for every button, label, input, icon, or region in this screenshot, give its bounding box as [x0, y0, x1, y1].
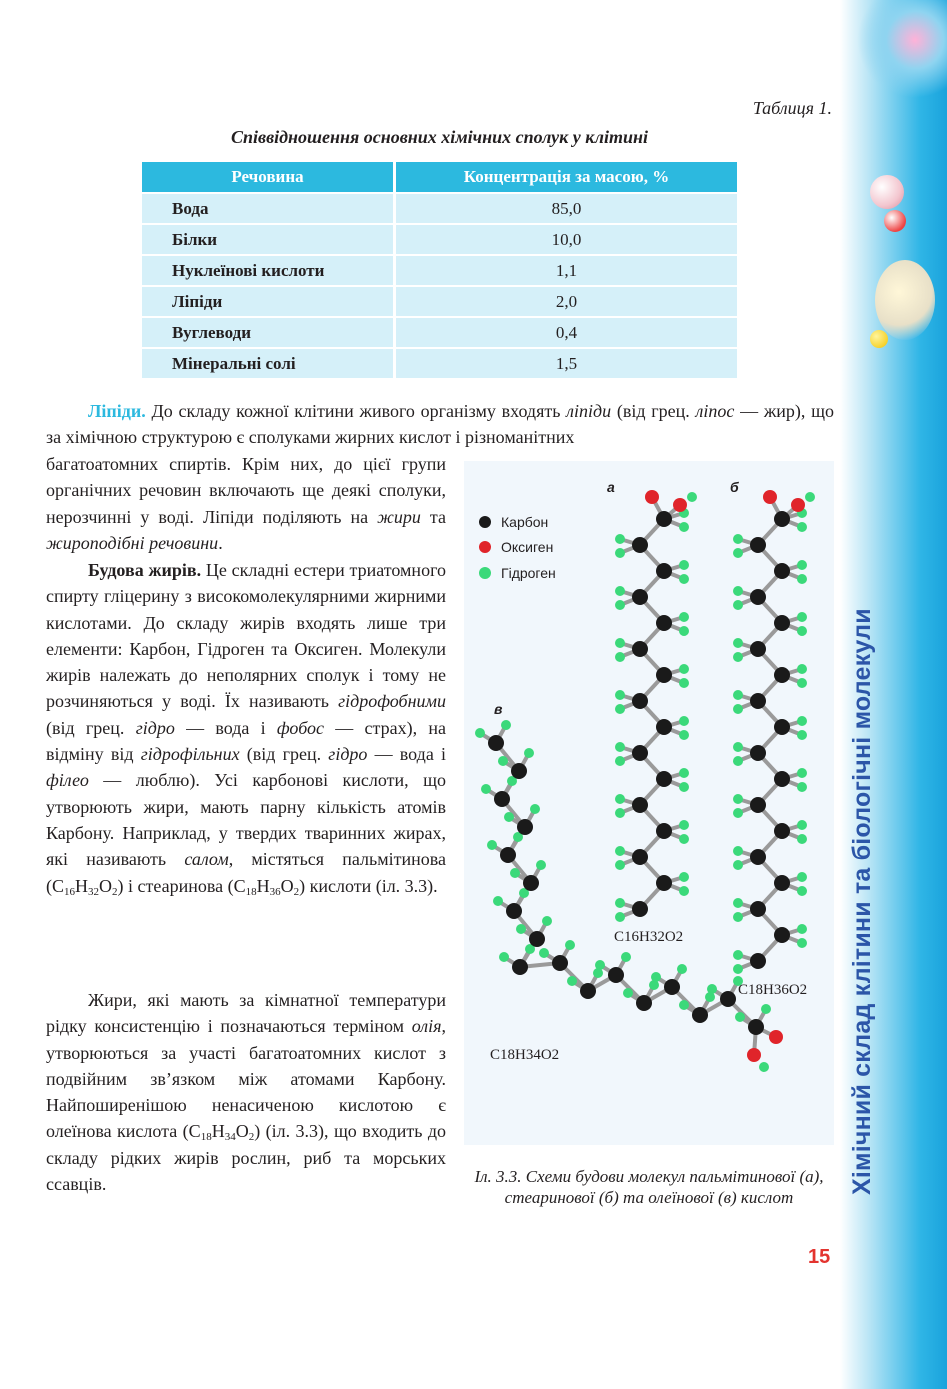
hydrogen-atom: [679, 626, 689, 636]
term-italic: жироподібні речовини: [46, 532, 219, 553]
formula: [52, 876, 118, 896]
carbon-atom: [656, 771, 672, 787]
formula-part: C: [233, 875, 246, 896]
hydrogen-atom: [797, 716, 807, 726]
formula-part: C: [52, 875, 65, 896]
carbon-atom: [656, 719, 672, 735]
carbon-atom: [774, 563, 790, 579]
carbon-atom: [632, 901, 648, 917]
table-row: [142, 194, 737, 223]
text-run: До складу кожної клітини живого організму входять: [145, 401, 567, 421]
carbon-atom: [750, 537, 766, 553]
carbon-atom: [750, 641, 766, 657]
term-italic: фобос: [276, 717, 324, 738]
formula-palmitic: C16H32O2: [614, 929, 684, 945]
hydrogen-atom: [595, 960, 605, 970]
carbon-atom: [656, 615, 672, 631]
term-italic: гідрофільних: [140, 744, 240, 765]
paragraph-oils: [46, 987, 446, 1197]
hydrogen-atom: [542, 916, 552, 926]
hydrogen-atom: [805, 492, 815, 502]
carbon-dot: [479, 516, 491, 528]
hydrogen-atom: [615, 808, 625, 818]
oxygen-atom: [673, 498, 687, 512]
concentration-cell: 10,0: [396, 225, 737, 254]
hydrogen-atom: [797, 834, 807, 844]
carbon-atom: [774, 771, 790, 787]
composition-table: [142, 160, 737, 380]
hydrogen-atom: [677, 964, 687, 974]
text-run: — жир), що за хімічною структурою є сполуками жирних кислот і різноманітних: [46, 401, 834, 448]
text-run: багатоатомних спиртів. Крім них, до цієї групи органічних речовин включають ще деякі сполуки, нерозчинні у воді. Ліпіди поділяють на: [46, 454, 446, 527]
carbon-atom: [750, 589, 766, 605]
hydrogen-atom: [733, 898, 743, 908]
hydrogen-atom: [679, 886, 689, 896]
hydrogen-atom: [498, 756, 508, 766]
carbon-atom: [632, 849, 648, 865]
formula-part: H: [256, 875, 270, 896]
term-italic: гідро: [328, 744, 368, 765]
hydrogen-atom: [797, 664, 807, 674]
formula-part: H: [211, 1121, 225, 1142]
hydrogen-atom: [493, 896, 503, 906]
formula-sub: 18: [200, 1131, 212, 1144]
hydrogen-atom: [615, 912, 625, 922]
term-italic: гідро: [135, 717, 175, 738]
hydrogen-atom: [679, 678, 689, 688]
carbon-atom: [656, 875, 672, 891]
hydrogen-atom: [510, 868, 520, 878]
molecule-decoration-atom: [884, 210, 906, 232]
hydrogen-atom: [797, 522, 807, 532]
text-run: та: [420, 506, 447, 527]
carbon-atom: [664, 979, 680, 995]
text-run: ) і стеаринова (: [117, 875, 234, 896]
text-run: — вода і: [174, 717, 277, 738]
hydrogen-atom: [733, 860, 743, 870]
molecule-decoration-atom: [870, 175, 904, 209]
hydrogen-atom: [504, 812, 514, 822]
hydrogen-atom: [797, 820, 807, 830]
hydrogen-atom: [797, 938, 807, 948]
hydrogen-atom: [516, 924, 526, 934]
carbon-atom: [774, 823, 790, 839]
carbon-atom: [517, 819, 533, 835]
carbon-atom: [632, 641, 648, 657]
hydrogen-atom: [797, 678, 807, 688]
carbon-atom: [750, 745, 766, 761]
text-run: — люблю). Усі карбонові кислоти, що утворюють жири, мають парну кількість атомів Карбону. Наприклад, у твердих тваринних жирах, які називають: [46, 770, 446, 870]
hydrogen-atom: [797, 730, 807, 740]
concentration-cell: 1,1: [396, 256, 737, 285]
hydrogen-atom: [615, 846, 625, 856]
hydrogen-atom: [733, 756, 743, 766]
hydrogen-atom: [679, 1000, 689, 1010]
molecule-figure: [464, 461, 834, 1145]
hydrogen-atom: [733, 808, 743, 818]
hydrogen-atom: [615, 600, 625, 610]
formula-sub: 34: [224, 1131, 236, 1144]
hydrogen-atom: [567, 976, 577, 986]
hydrogen-atom: [615, 794, 625, 804]
hydrogen-atom: [761, 1004, 771, 1014]
hydrogen-atom: [733, 846, 743, 856]
hydrogen-atom: [679, 820, 689, 830]
hydrogen-atom: [733, 742, 743, 752]
label-v: в: [494, 701, 503, 717]
hydrogen-atom: [679, 716, 689, 726]
hydrogen-atom: [797, 560, 807, 570]
hydrogen-atom: [735, 1012, 745, 1022]
hydrogen-atom: [733, 950, 743, 960]
term-italic: філео: [46, 770, 89, 791]
hydrogen-atom: [797, 612, 807, 622]
carbon-atom: [656, 823, 672, 839]
formula-sub: 36: [269, 885, 281, 898]
carbon-atom: [750, 693, 766, 709]
carbon-atom: [500, 847, 516, 863]
figure-caption: Іл. 3.3. Схеми будови молекул пальмітинової (а), стеаринової (б) та олеїнової (в) кислот: [474, 1167, 824, 1207]
carbon-atom: [748, 1019, 764, 1035]
formula: [234, 876, 300, 896]
hydrogen-atom: [487, 840, 497, 850]
hydrogen-atom: [679, 560, 689, 570]
carbon-atom: [511, 763, 527, 779]
term-italic: олія: [411, 1016, 442, 1037]
concentration-cell: 85,0: [396, 194, 737, 223]
term-italic: жири: [377, 506, 421, 527]
text-run: (від грец.: [239, 744, 329, 765]
carbon-atom: [552, 955, 568, 971]
substance-cell: Вуглеводи: [142, 318, 396, 347]
carbon-atom: [632, 745, 648, 761]
table-row: [142, 318, 737, 347]
carbon-atom: [774, 719, 790, 735]
hydrogen-atom: [687, 492, 697, 502]
molecule-decoration: [840, 0, 947, 100]
carbon-atom: [488, 735, 504, 751]
carbon-atom: [774, 667, 790, 683]
hydrogen-atom: [565, 940, 575, 950]
hydrogen-atom: [615, 548, 625, 558]
carbon-atom: [529, 931, 545, 947]
carbon-atom: [506, 903, 522, 919]
concentration-cell: 1,5: [396, 349, 737, 378]
formula-stearic: C18H36O2: [738, 982, 808, 998]
hydrogen-atom: [733, 912, 743, 922]
hydrogen-atom: [615, 756, 625, 766]
carbon-atom: [750, 901, 766, 917]
hydrogen-atom: [679, 574, 689, 584]
column-header: Концентрація за масою, %: [396, 162, 737, 192]
text-run: — вода і: [367, 744, 446, 765]
term-italic: гідрофобними: [338, 691, 446, 712]
text-run: , містяться пальмітинова (: [46, 849, 446, 896]
carbon-atom: [774, 511, 790, 527]
legend-label: Карбон: [501, 514, 549, 530]
hydrogen-atom: [797, 574, 807, 584]
hydrogen-atom: [481, 784, 491, 794]
formula-sub: 2: [112, 885, 118, 898]
substance-cell: Вода: [142, 194, 396, 223]
paragraph-lipids-intro: [46, 398, 834, 451]
hydrogen-atom: [475, 728, 485, 738]
hydrogen-atom: [679, 730, 689, 740]
term-bold: Будова жирів.: [88, 560, 202, 580]
formula-sub: 32: [88, 885, 100, 898]
oxygen-atom: [763, 490, 777, 504]
page-number: 15: [808, 1246, 831, 1268]
legend-item-carbon: [479, 514, 548, 530]
hydrogen-atom: [530, 804, 540, 814]
oxygen-atom: [645, 490, 659, 504]
hydrogen-atom: [733, 548, 743, 558]
substance-cell: Ліпіди: [142, 287, 396, 316]
hydrogen-atom: [615, 690, 625, 700]
oxygen-dot: [479, 541, 491, 553]
substance-cell: Нуклеїнові кислоти: [142, 256, 396, 285]
carbon-atom: [774, 615, 790, 631]
formula-sub: 2: [293, 885, 300, 898]
table-row: [142, 256, 737, 285]
hydrogen-atom: [679, 522, 689, 532]
carbon-atom: [750, 953, 766, 969]
legend-label: Гідроген: [501, 565, 556, 581]
oxygen-atom: [769, 1030, 783, 1044]
carbon-atom: [523, 875, 539, 891]
molecule-decoration-atom: [870, 330, 888, 348]
text-run: Жири, які мають за кімнатної температури рідку консистенцію і позначаються терміном: [46, 990, 446, 1037]
substance-cell: Білки: [142, 225, 396, 254]
formula-oleic: C18H34O2: [490, 1047, 560, 1063]
hydrogen-atom: [679, 782, 689, 792]
term-label: Ліпіди.: [88, 401, 146, 421]
term-italic: ліпос: [695, 401, 735, 421]
hydrogen-atom: [615, 638, 625, 648]
formula-sub: 18: [245, 885, 257, 898]
hydrogen-atom: [797, 924, 807, 934]
table-header-row: [142, 162, 737, 192]
hydrogen-atom: [679, 664, 689, 674]
hydrogen-atom: [707, 984, 717, 994]
hydrogen-atom: [733, 600, 743, 610]
formula-part: O: [99, 875, 113, 896]
substance-cell: Мінеральні солі: [142, 349, 396, 378]
carbon-atom: [608, 967, 624, 983]
text-run: ) кислоти (іл. 3.3).: [299, 875, 438, 896]
hydrogen-atom: [615, 652, 625, 662]
hydrogen-atom: [679, 872, 689, 882]
text-run: — страх), на відміну від: [46, 717, 446, 765]
hydrogen-atom: [615, 860, 625, 870]
hydrogen-atom: [615, 586, 625, 596]
hydrogen-atom: [536, 860, 546, 870]
hydrogen-atom: [651, 972, 661, 982]
table-row: [142, 225, 737, 254]
hydrogen-atom: [621, 952, 631, 962]
carbon-atom: [632, 693, 648, 709]
hydrogen-atom: [615, 742, 625, 752]
formula-part: C: [188, 1121, 201, 1142]
carbon-atom: [632, 797, 648, 813]
oxygen-atom: [747, 1048, 761, 1062]
hydrogen-atom: [733, 964, 743, 974]
hydrogen-atom: [733, 704, 743, 714]
carbon-atom: [750, 849, 766, 865]
molecule-drawing: [464, 461, 834, 1145]
hydrogen-atom: [615, 898, 625, 908]
text-run: (від грец.: [46, 717, 136, 738]
hydrogen-atom: [733, 652, 743, 662]
term-italic: ліпіди: [566, 401, 612, 421]
legend-item-oxygen: [479, 539, 553, 555]
formula: [188, 1121, 255, 1144]
term-italic: салом: [184, 849, 229, 870]
carbon-atom: [656, 667, 672, 683]
carbon-atom: [692, 1007, 708, 1023]
table-row: [142, 287, 737, 316]
table-row: [142, 349, 737, 378]
hydrogen-atom: [733, 794, 743, 804]
carbon-atom: [512, 959, 528, 975]
paragraph-lipids-continued: [46, 451, 446, 556]
hydrogen-atom: [615, 534, 625, 544]
hydrogen-atom: [797, 626, 807, 636]
table-caption: Таблиця 1.: [752, 98, 832, 118]
hydrogen-atom: [615, 704, 625, 714]
carbon-atom: [632, 537, 648, 553]
hydrogen-atom: [759, 1062, 769, 1072]
hydrogen-dot: [479, 567, 491, 579]
hydrogen-atom: [679, 768, 689, 778]
hydrogen-atom: [797, 782, 807, 792]
hydrogen-atom: [501, 720, 511, 730]
table-title: Співвідношення основних хімічних сполук у клітині: [231, 127, 648, 147]
concentration-cell: 2,0: [396, 287, 737, 316]
paragraph-fat-structure: [46, 557, 446, 899]
hydrogen-atom: [539, 948, 549, 958]
oxygen-atom: [791, 498, 805, 512]
column-header: Речовина: [142, 162, 396, 192]
formula-part: H: [75, 875, 89, 896]
carbon-atom: [656, 511, 672, 527]
legend-item-hydrogen: [479, 565, 556, 581]
formula-sub: 16: [64, 885, 76, 898]
hydrogen-atom: [733, 638, 743, 648]
carbon-atom: [580, 983, 596, 999]
carbon-atom: [774, 875, 790, 891]
carbon-atom: [774, 927, 790, 943]
hydrogen-atom: [623, 988, 633, 998]
carbon-atom: [750, 797, 766, 813]
text-run: , утворюються за участі багатоатомних кислот з подвійним зв’язком між атомами Карбону. Найпоширенішою ненасиченою кислотою є олеїнова кислота (: [46, 1016, 446, 1142]
concentration-cell: 0,4: [396, 318, 737, 347]
hydrogen-atom: [797, 872, 807, 882]
formula-sub: 2: [248, 1131, 255, 1144]
hydrogen-atom: [499, 952, 509, 962]
hydrogen-atom: [679, 612, 689, 622]
hydrogen-atom: [733, 586, 743, 596]
label-b: б: [730, 479, 739, 495]
text-run: .: [218, 532, 223, 553]
text-run: ) (іл. 3.3), що входить до складу рідких жирів рослин, риб та морських ссавців.: [46, 1121, 446, 1195]
carbon-atom: [494, 791, 510, 807]
label-a: а: [607, 479, 615, 495]
formula-part: O: [280, 875, 294, 896]
carbon-atom: [632, 589, 648, 605]
hydrogen-atom: [797, 886, 807, 896]
text-run: (від грец.: [611, 401, 696, 421]
carbon-atom: [720, 991, 736, 1007]
formula-part: O: [235, 1121, 249, 1142]
carbon-atom: [656, 563, 672, 579]
carbon-atom: [636, 995, 652, 1011]
text-run: Це складні естери триатомного спирту гліцерину з високомолекулярними жирними кислотами. До складу жирів входять лише три елементи: Карбон, Гідроген та Оксиген. Молекули жирів належать до неполярних сполук і тому не розчиняються у воді. Їх називають: [46, 560, 446, 712]
side-title: Хімічний склад клітини та біологічні молекули: [848, 608, 876, 1195]
hydrogen-atom: [679, 834, 689, 844]
hydrogen-atom: [524, 748, 534, 758]
hydrogen-atom: [797, 768, 807, 778]
hydrogen-atom: [733, 690, 743, 700]
molecule-decoration-atom: [875, 260, 935, 340]
hydrogen-atom: [733, 534, 743, 544]
legend-label: Оксиген: [501, 539, 554, 555]
